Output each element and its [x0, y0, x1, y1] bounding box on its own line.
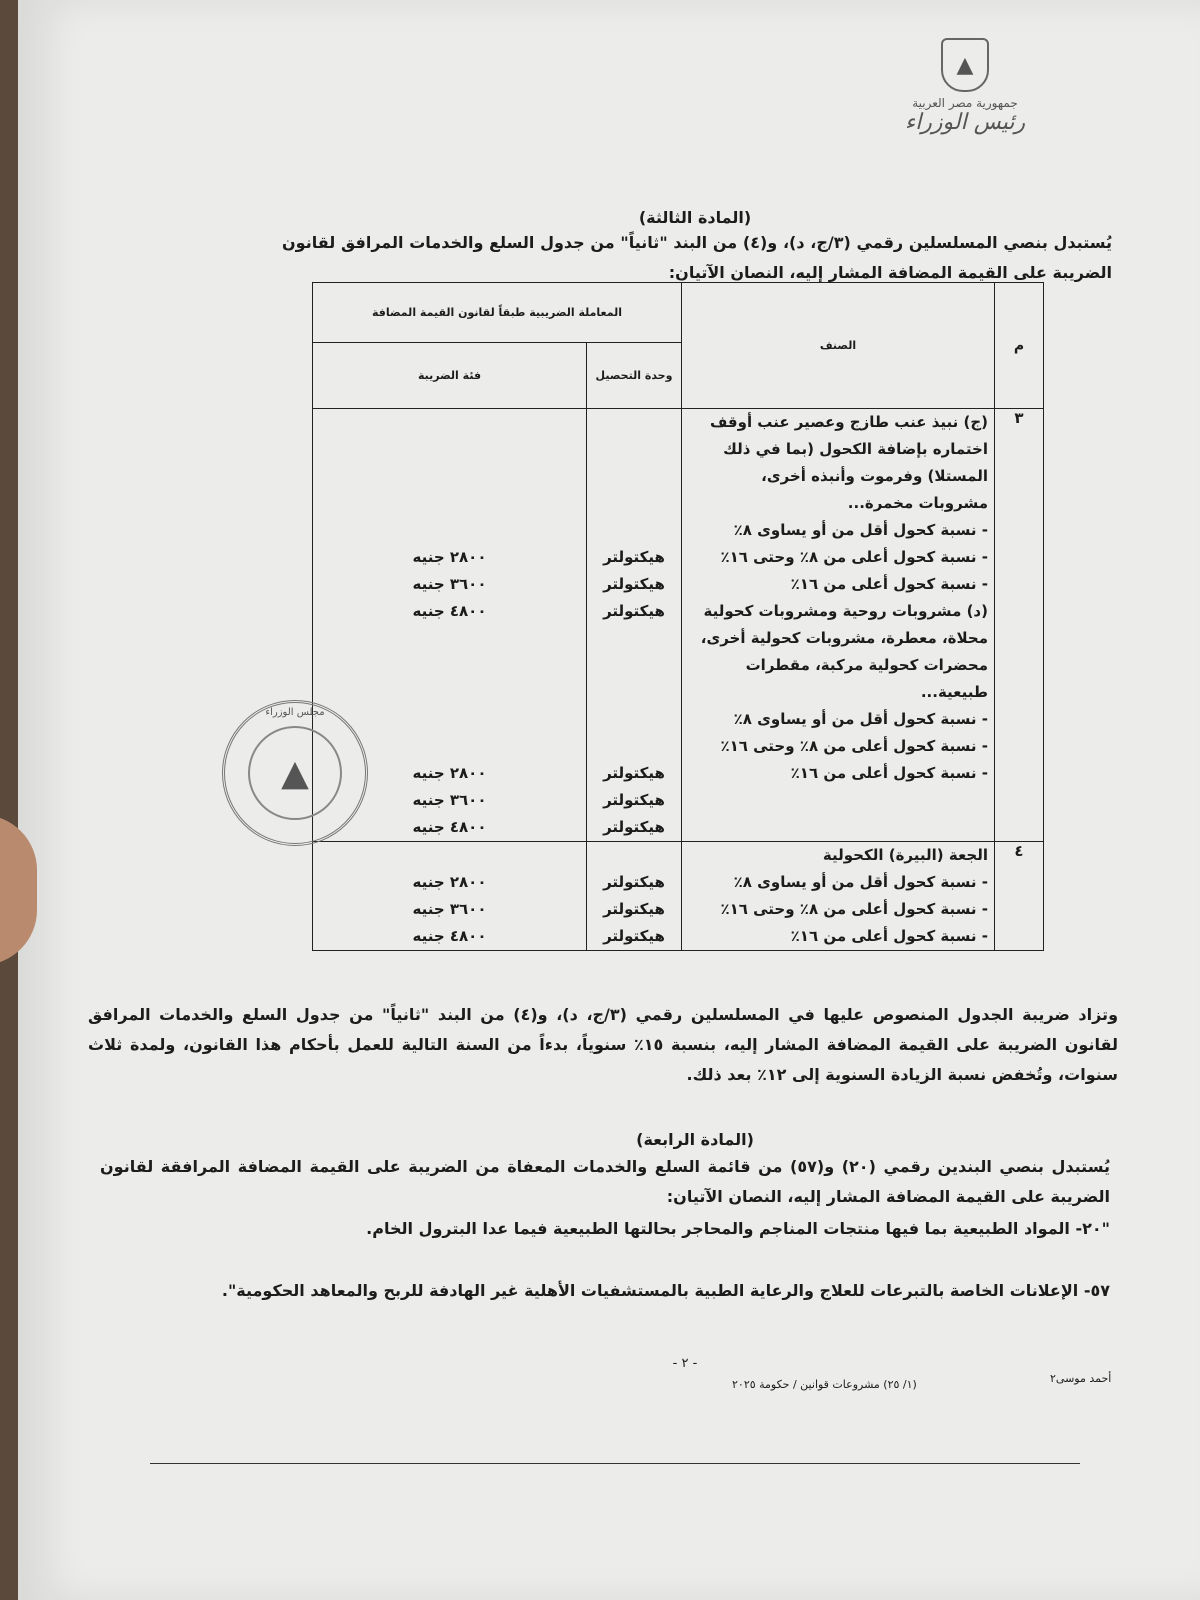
row-category [682, 409, 995, 842]
row-unit [587, 409, 682, 842]
rate-d-3: ٤٨٠٠ جنيه [412, 818, 487, 836]
item-beer-3: - نسبة كحول أعلى من ١٦٪ [790, 927, 988, 945]
page-number: - ٢ - [672, 1356, 698, 1371]
col-header-rate: فئة الضريبة [313, 343, 587, 409]
item-beer-2: - نسبة كحول أعلى من ٨٪ وحتى ١٦٪ [720, 900, 988, 918]
eagle-emblem-icon: ▲ [941, 38, 989, 92]
footer-reference: (١/ ٢٥) مشروعات قوانين / حكومة ٢٠٢٥ [732, 1378, 917, 1391]
article-4-intro: يُستبدل بنصي البندين رقمي (٢٠) و(٥٧) من قائمة السلع والخدمات المعفاة من الضريبة على القيمة المضافة المرافقة لقانون الضريبة على القيمة المضافة المشار إليه، النصان الآتيان: [100, 1157, 1110, 1206]
eagle-emblem-icon: ▲ [248, 726, 342, 820]
article-3-intro: يُستبدل بنصي المسلسلين رقمي (٣/ج، د)، و(٤) من البند "ثانياً" من جدول السلع والخدمات المرافق لقانون الضريبة على القيمة المضافة المشار إليه، النصان الآتيان: [282, 233, 1113, 282]
row-unit [587, 842, 682, 951]
row-num: ٣ [995, 409, 1044, 842]
item-d-2: - نسبة كحول أعلى من ٨٪ وحتى ١٦٪ [720, 737, 988, 755]
row-num: ٤ [995, 842, 1044, 951]
rate-beer-2: ٣٦٠٠ جنيه [412, 900, 487, 918]
rate-d-2: ٣٦٠٠ جنيه [412, 791, 487, 809]
unit-d-2: هيكتولتر [603, 791, 665, 809]
item-d-3: - نسبة كحول أعلى من ١٦٪ [790, 764, 988, 782]
unit-d-3: هيكتولتر [603, 818, 665, 836]
rate-c-3: ٤٨٠٠ جنيه [412, 602, 487, 620]
rate-c-1: ٢٨٠٠ جنيه [412, 548, 487, 566]
table-row [313, 409, 1044, 842]
col-header-unit: وحدة التحصيل [587, 343, 682, 409]
increase-paragraph: وتزاد ضريبة الجدول المنصوص عليها في المسلسلين رقمي (٣/ج، د)، و(٤) من البند "ثانياً" من جدول السلع والخدمات المرافق لقانون الضريبة على القيمة المضافة المشار إليه، بنسبة ١٥٪ سنوياً، بدءاً من السنة التالية للعمل بأحكام هذا القانون، ولمدة ثلاث سنوات، وتُخفض نسبة الزيادة السنوية إلى ١٢٪ بعد ذلك. [88, 1005, 1119, 1084]
rate-d-1: ٢٨٠٠ جنيه [412, 764, 487, 782]
item-d-1: - نسبة كحول أقل من أو يساوى ٨٪ [733, 710, 988, 728]
item-c-1: - نسبة كحول أقل من أو يساوى ٨٪ [733, 521, 988, 539]
item-c-2: - نسبة كحول أعلى من ٨٪ وحتى ١٦٪ [720, 548, 988, 566]
col-header-category: الصنف [682, 283, 995, 409]
item-beer-1: - نسبة كحول أقل من أو يساوى ٨٪ [733, 873, 988, 891]
row-category [682, 842, 995, 951]
rate-beer-1: ٢٨٠٠ جنيه [412, 873, 487, 891]
unit-c-2: هيكتولتر [603, 575, 665, 593]
unit-c-3: هيكتولتر [603, 602, 665, 620]
row-rate [313, 842, 587, 951]
letterhead-office: رئيس الوزراء [904, 110, 1026, 135]
footer-author: أحمد موسى٢ [1050, 1372, 1112, 1385]
item-c-3: - نسبة كحول أعلى من ١٦٪ [790, 575, 988, 593]
col-header-treatment: المعاملة الضريبية طبقاً لقانون القيمة المضافة [313, 283, 682, 343]
footer-divider [150, 1463, 1080, 1464]
rate-beer-3: ٤٨٠٠ جنيه [412, 927, 487, 945]
tax-table [312, 282, 1044, 951]
official-stamp [222, 700, 368, 846]
unit-beer-1: هيكتولتر [603, 873, 665, 891]
article-3-title: (المادة الثالثة) [638, 208, 752, 227]
table-row [313, 842, 1044, 951]
stamp-text: مجلس الوزراء [265, 707, 325, 718]
col-header-num: م [995, 283, 1044, 409]
item-c-head: (ج) نبيذ عنب طازج وعصير عنب أوقف اختماره بإضافة الكحول (بما في ذلك المستلا) وفرموت وأنبذه أخرى، مشروبات مخمرة... [709, 413, 988, 512]
article-4-item-20: "٢٠- المواد الطبيعية بما فيها منتجات المناجم والمحاجر بحالتها الطبيعية فيما عدا البترول الخام. [366, 1219, 1110, 1238]
unit-c-1: هيكتولتر [603, 548, 665, 566]
item-d-head: (د) مشروبات روحية ومشروبات كحولية محلاة، معطرة، مشروبات كحولية أخرى، محضرات كحولية مركبة، مقطرات طبيعية... [700, 602, 988, 701]
unit-beer-3: هيكتولتر [603, 927, 665, 945]
unit-d-1: هيكتولتر [603, 764, 665, 782]
rate-c-2: ٣٦٠٠ جنيه [412, 575, 487, 593]
item-beer-head: الجعة (البيرة) الكحولية [822, 846, 988, 864]
unit-beer-2: هيكتولتر [603, 900, 665, 918]
letterhead-country: جمهورية مصر العربية [912, 96, 1018, 110]
article-4-item-57: ٥٧- الإعلانات الخاصة بالتبرعات للعلاج والرعاية الطبية بالمستشفيات الأهلية غير الهادفة للربح والمعاهد الحكومية". [221, 1281, 1110, 1300]
article-4-title: (المادة الرابعة) [636, 1130, 754, 1149]
